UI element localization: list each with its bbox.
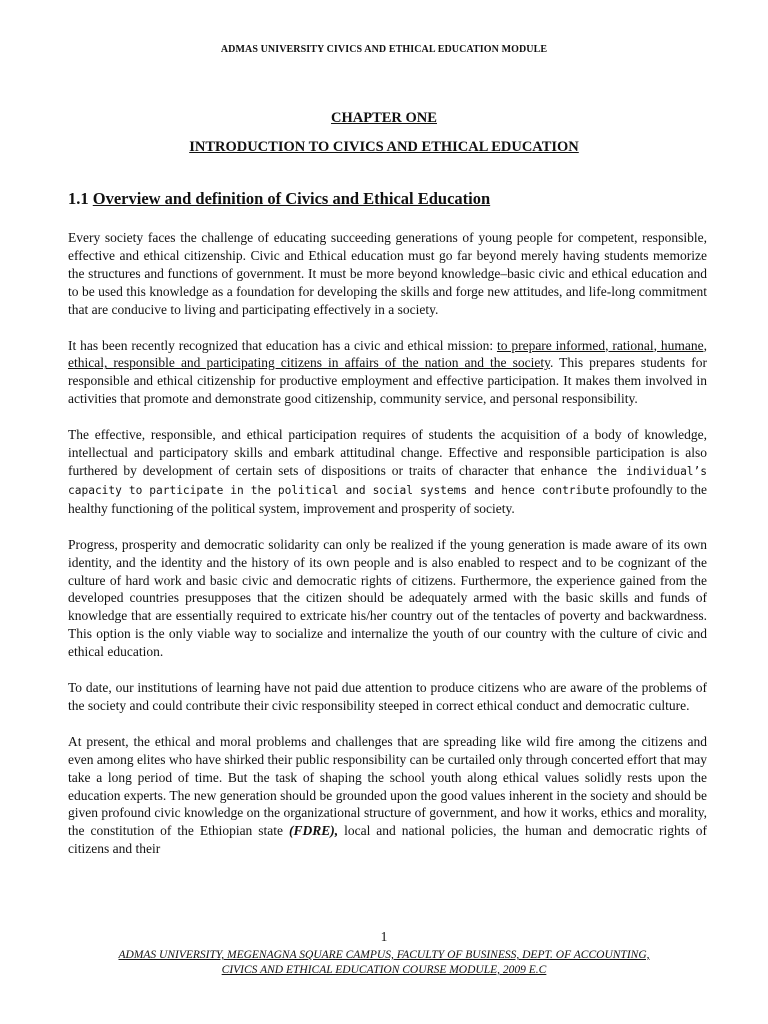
paragraph-2-rest: . This prepares students for responsible and ethical citizenship for productive employment and effective participation. It makes them involved in activities that promote and demonstrate good citizenship, community service, and personal responsibility.: [68, 355, 707, 407]
paragraph-5: To date, our institutions of learning have not paid due attention to produce citizens who are aware of the problems of the society and could contribute their civic responsibility steeped in correct ethical conduct and democratic culture.: [68, 680, 707, 713]
paragraph-2-mission: to prepare informed, rational, humane, ethical, responsible and participating citizens in affairs of the nation and the society: [68, 337, 707, 371]
paragraph-6-lead: At present, the ethical and moral problems and challenges that are spreading like wild fire among the citizens and even among elites who have shirked their public responsibility can be curtailed only through concerted effort that may take a long period of time. But the task of shaping the school youth along ethical values solidly rests upon the education experts. The new generation should be grounded upon the good values inherent in the society and should be given profound civic knowledge on the organizational structure of government, and how it works, ethics and morality, the constitution of the Ethiopian state: [68, 733, 707, 839]
paragraph-3: [68, 426, 707, 518]
chapter-number: CHAPTER ONE: [331, 110, 437, 126]
paragraph-4: Progress, prosperity and democratic solidarity can only be realized if the young generation is made aware of its own identity, and the identity and the history of its own people and is also enabled to respect and to be cognizant of the culture of hard work and basic civic and democratic rights of citizens. Furthermore, the experience gained from the developed countries presupposes that the citizen should be adequately armed with the basic skills and funds of knowledge that are essentially required to extricate his/her country out of the tentacles of poverty and backwardness. This option is the only viable way to socialize and internalize the youth of our country with the culture of civic and ethical education.: [68, 536, 707, 660]
chapter-title: INTRODUCTION TO CIVICS AND ETHICAL EDUCATION: [189, 139, 579, 155]
footer-line-2: CIVICS AND ETHICAL EDUCATION COURSE MODULE, 2009 E.C: [221, 964, 547, 976]
section-number: 1.1: [68, 189, 89, 208]
paragraph-6: [68, 733, 707, 858]
paragraph-3-rest: profoundly to the healthy functioning of the political system, improvement and prosperity of society.: [68, 481, 707, 516]
section-heading: [68, 189, 490, 209]
paragraph-3-lead: The effective, responsible, and ethical participation requires of students the acquisition of a body of knowledge, intellectual and participatory skills and embark attitudinal change. Effective and responsible participation is also furthered by development of certain sets of dispositions or traits of character that: [68, 427, 707, 478]
running-header: ADMAS UNIVERSITY CIVICS AND ETHICAL EDUCATION MODULE: [220, 44, 548, 55]
paragraph-1: Every society faces the challenge of educating succeeding generations of young people for competent, responsible, effective and ethical citizenship. Civic and Ethical education must go far beyond merely having students memorize the structures and functions of government. It must be more beyond knowledge–basic civic and ethical education and to be used this knowledge as a foundation for developing the skills and forge new attitudes, and life-long commitment that are conducive to living and participating effectively in a society.: [68, 230, 707, 317]
page-footer: [0, 948, 768, 978]
body-text: [68, 229, 707, 876]
paragraph-2: [68, 337, 707, 409]
section-title: Overview and definition of Civics and Ethical Education: [92, 189, 491, 208]
paragraph-3-mono-line: enhance the individual’s capacity to participate in the political and social systems and hence contribute: [68, 464, 708, 497]
fdre-emphasis: (FDRE),: [288, 823, 339, 839]
paragraph-2-lead: It has been recently recognized that education has a civic and ethical mission:: [68, 337, 494, 353]
footer-line-1: ADMAS UNIVERSITY, MEGENAGNA SQUARE CAMPUS, FACULTY OF BUSINESS, DEPT. OF ACCOUNTING,: [118, 949, 650, 961]
paragraph-6-rest: local and national policies, the human and democratic rights of citizens and their: [68, 823, 708, 857]
page-number: 1: [380, 929, 388, 944]
